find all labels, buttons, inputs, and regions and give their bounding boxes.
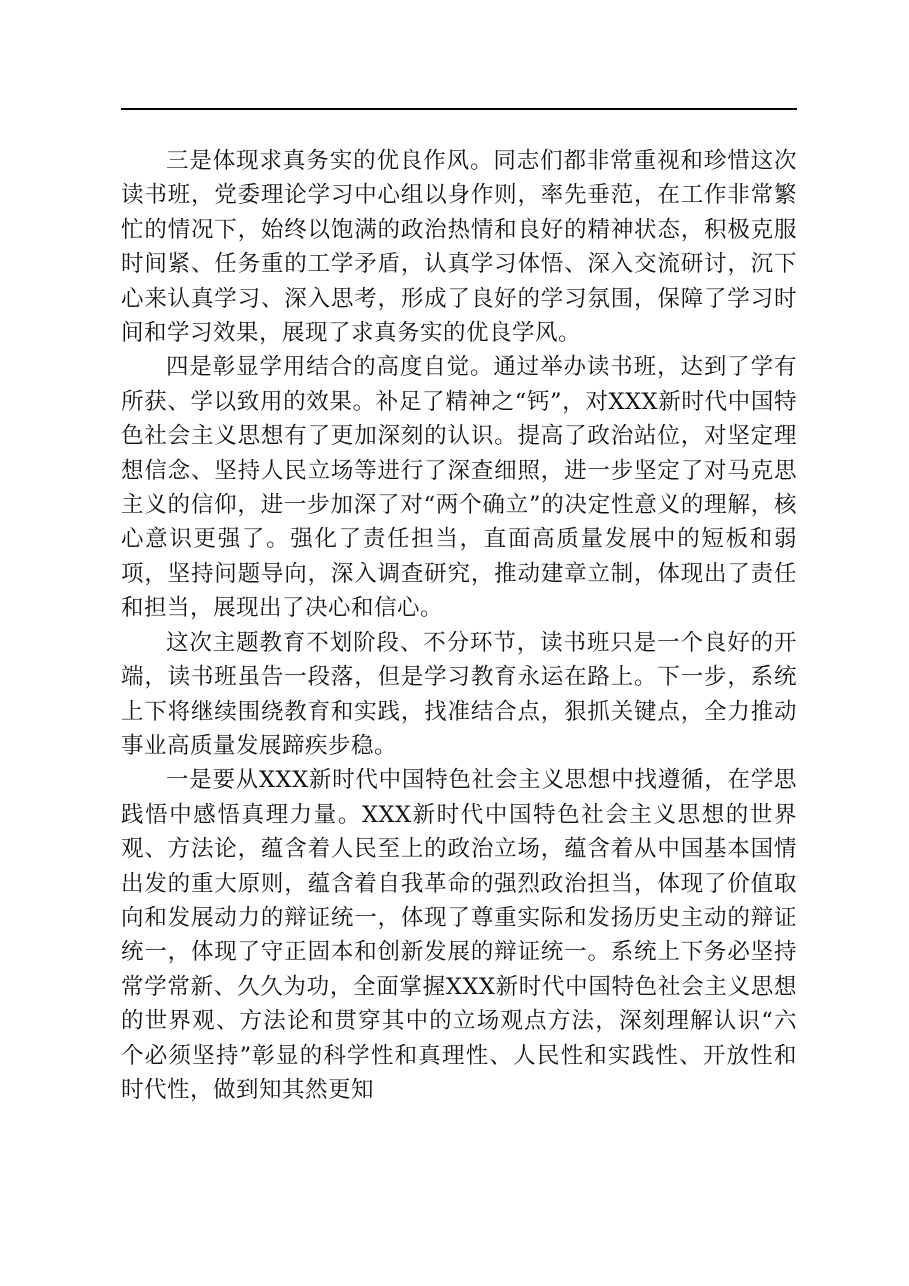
paragraph-2: 四是彰显学用结合的高度自觉。通过举办读书班，达到了学有所获、学以致用的效果。补足了精神之“钙”，对XXX新时代中国特色社会主义思想有了更加深刻的认识。提高了政治站位，对坚定理想信念、坚持人民立场等进行了深查细照，进一步坚定了对马克思主义的信仰，进一步加深了对“两个确立”的决定性意义的理解，核心意识更强了。强化了责任担当，直面高质量发展中的短板和弱项，坚持问题导向，深入调查研究，推动建章立制，体现出了责任和担当，展现出了决心和信心。 bbox=[121, 354, 797, 622]
document-body bbox=[121, 144, 797, 1107]
paragraph-3: 这次主题教育不划阶段、不分环节，读书班只是一个良好的开端，读书班虽告一段落，但是学习教育永运在路上。下一步，系统上下将继续围绕教育和实践，找准结合点，狠抓关键点，全力推动事业高质量发展蹄疾步稳。 bbox=[121, 629, 797, 759]
header-rule bbox=[121, 108, 797, 110]
paragraph-4: 一是要从XXX新时代中国特色社会主义思想中找遵循，在学思践悟中感悟真理力量。XXX新时代中国特色社会主义思想的世界观、方法论，蕴含着人民至上的政治立场，蕴含着从中国基本国情出发的重大原则，蕴含着自我革命的强烈政治担当，体现了价值取向和发展动力的辩证统一，体现了尊重实际和发扬历史主动的辩证统一，体现了守正固本和创新发展的辩证统一。系统上下务必坚持常学常新、久久为功，全面掌握XXX新时代中国特色社会主义思想的世界观、方法论和贯穿其中的立场观点方法，深刻理解认识“六个必须坚持”彰显的科学性和真理性、人民性和实践性、开放性和时代性，做到知其然更知 bbox=[121, 767, 797, 1103]
paragraph-1: 三是体现求真务实的优良作风。同志们都非常重视和珍惜这次读书班，党委理论学习中心组以身作则，率先垂范，在工作非常繁忙的情况下，始终以饱满的政治热情和良好的精神状态，积极克服时间紧、任务重的工学矛盾，认真学习体悟、深入交流研讨，沉下心来认真学习、深入思考，形成了良好的学习氛围，保障了学习时间和学习效果，展现了求真务实的优良学风。 bbox=[121, 148, 797, 347]
